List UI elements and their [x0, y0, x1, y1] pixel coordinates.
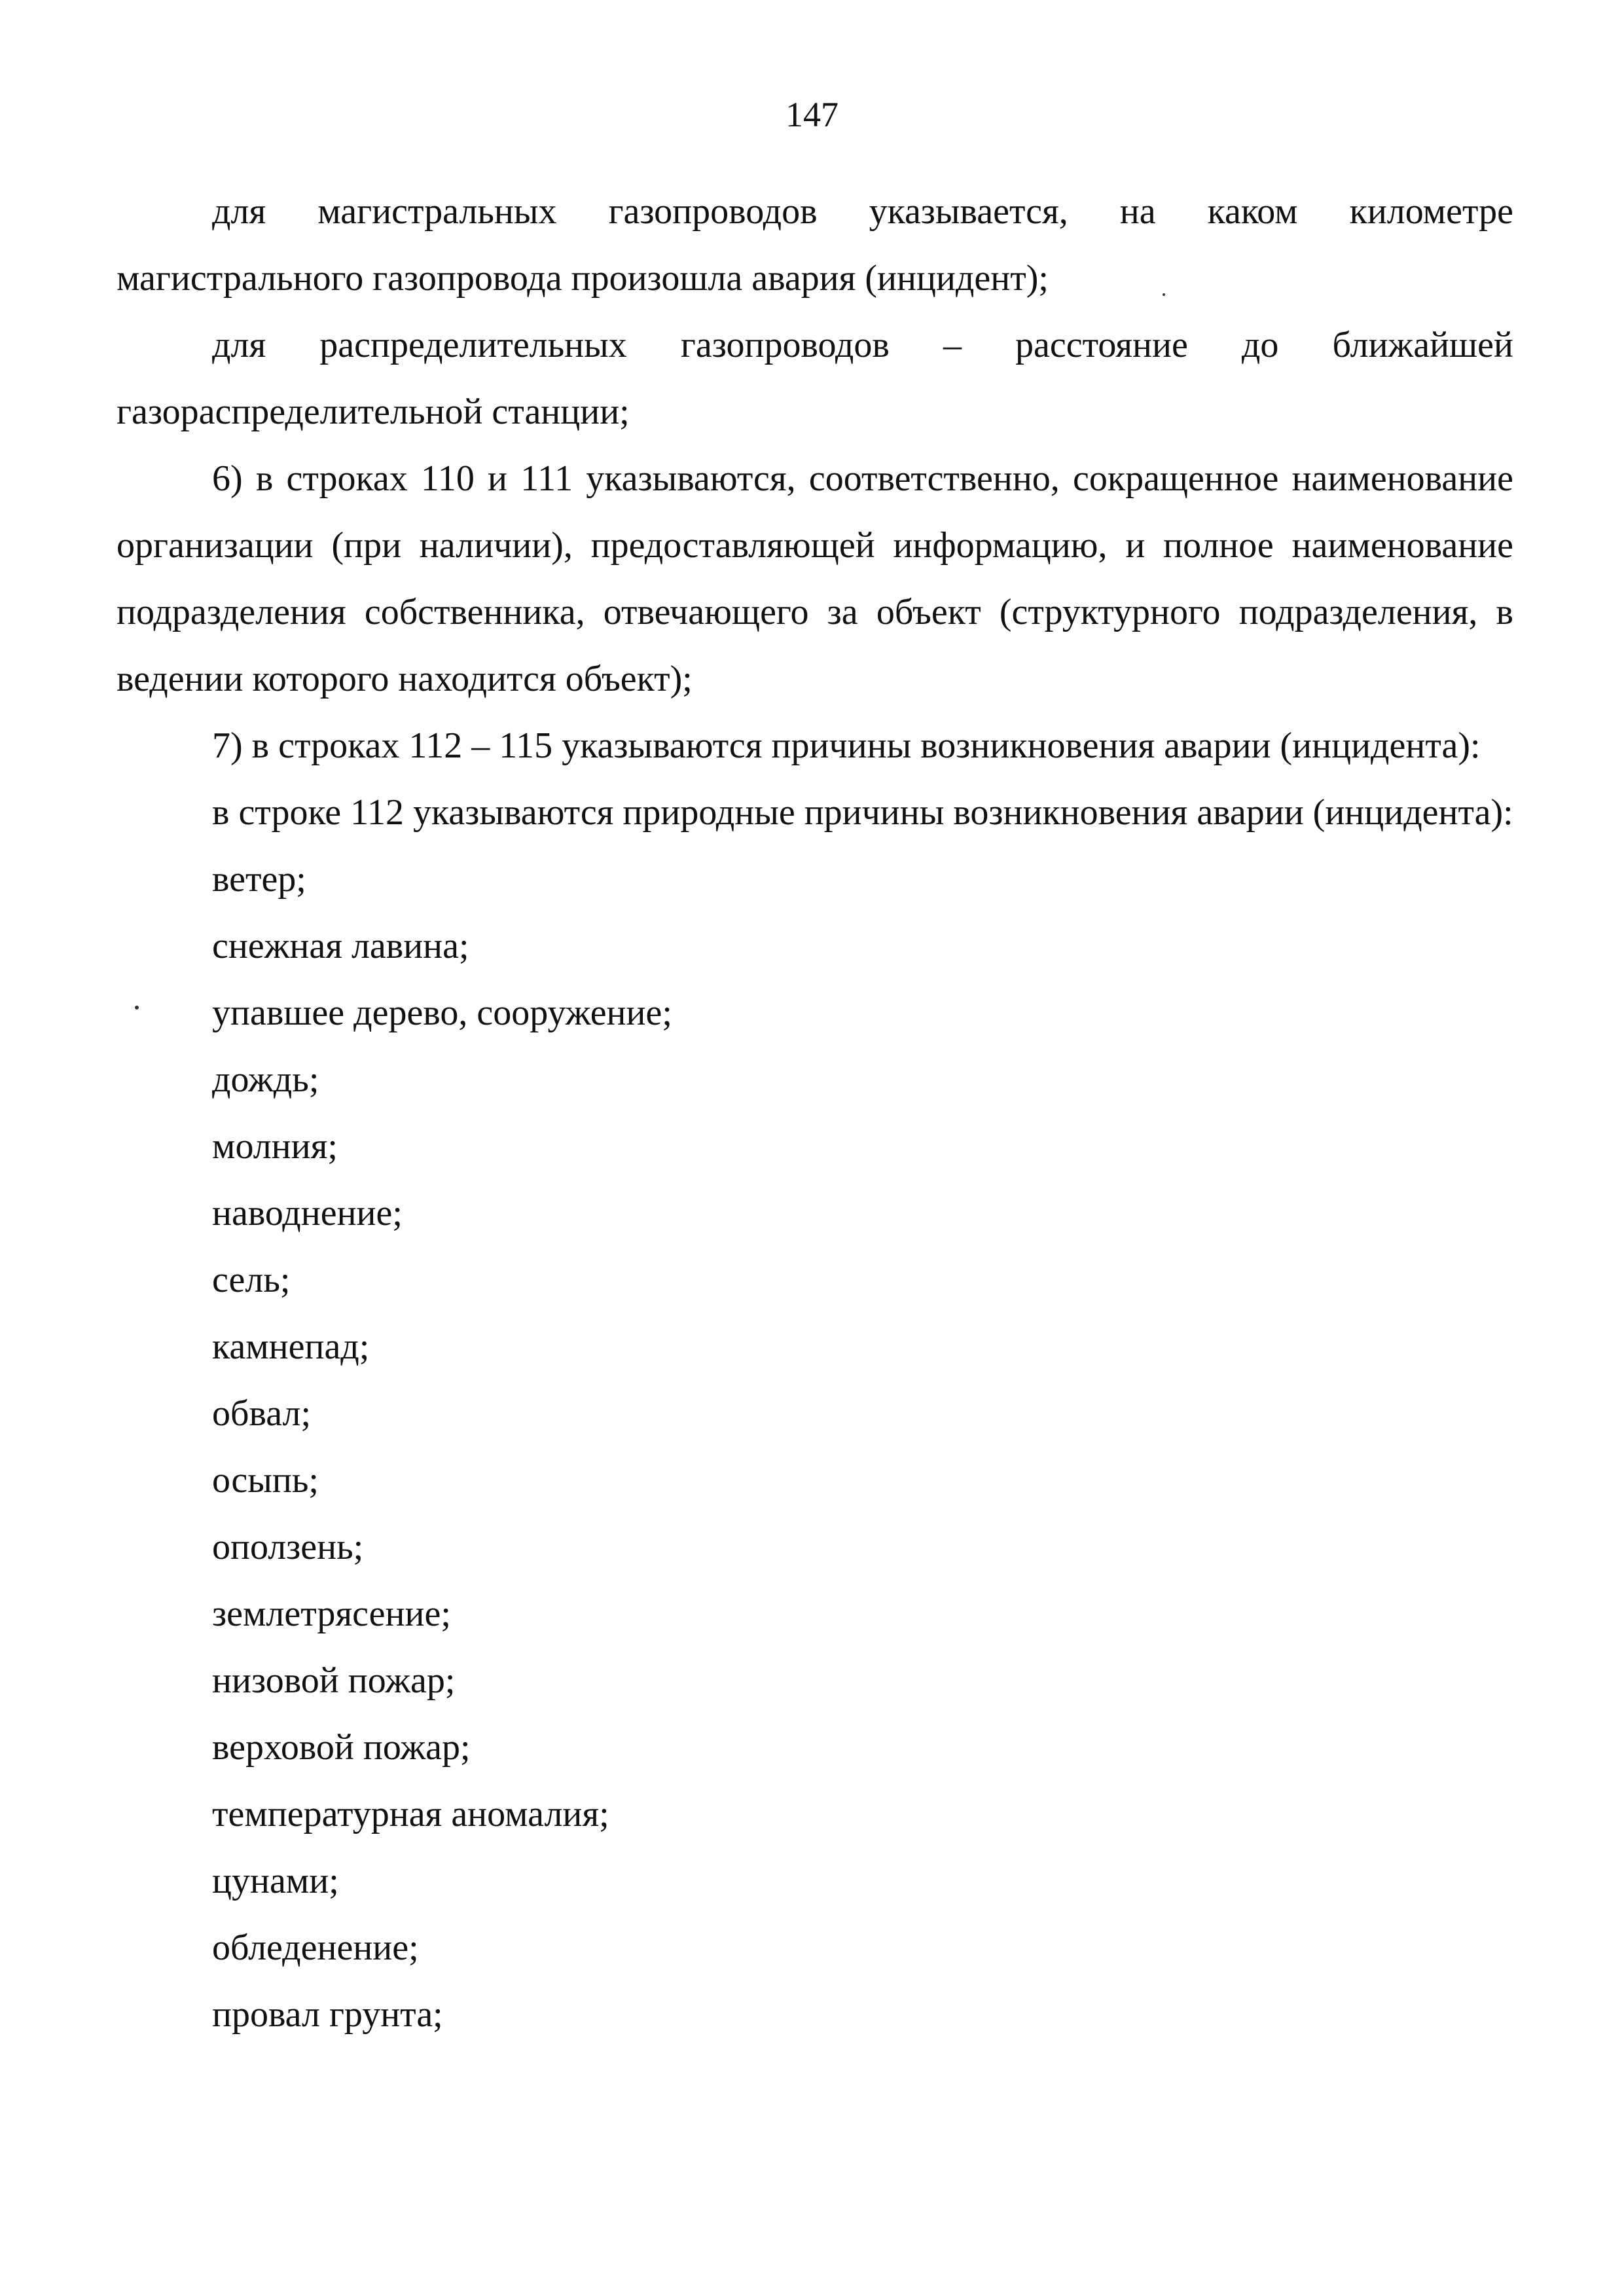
paragraph-item-7: 7) в строках 112 – 115 указываются причины возникновения аварии (инцидента): — [212, 725, 1481, 766]
list-item: упавшее дерево, сооружение; — [212, 993, 672, 1033]
list-item: снежная лавина; — [212, 926, 469, 966]
scan-speck — [135, 1006, 139, 1010]
list-item: дождь; — [212, 1059, 319, 1100]
paragraph-distribution-pipelines: для распределительных газопроводов – расстояние до ближайшей газораспределительной станции; — [117, 325, 1513, 432]
scan-speck — [1163, 293, 1165, 296]
list-item: низовой пожар; — [212, 1660, 456, 1701]
natural-causes-list — [117, 846, 1513, 2048]
list-item: обвал; — [212, 1393, 312, 1434]
list-item: провал грунта; — [212, 1994, 443, 2035]
list-item: оползень; — [212, 1527, 364, 1567]
list-item: температурная аномалия; — [212, 1794, 609, 1834]
paragraph-trunk-pipelines: для магистральных газопроводов указывается, на каком километре магистрального газопровода произошла авария (инцидент); — [117, 191, 1513, 299]
list-item: молния; — [212, 1126, 338, 1167]
paragraph-line-112: в строке 112 указываются природные причины возникновения аварии (инцидента): — [212, 792, 1513, 833]
list-item: ветер; — [212, 859, 306, 900]
list-item: наводнение; — [212, 1193, 403, 1233]
list-item: обледенение; — [212, 1927, 419, 1968]
document-body — [117, 178, 1513, 2048]
list-item: землетрясение; — [212, 1594, 451, 1634]
list-item: верховой пожар; — [212, 1727, 471, 1768]
page-number: 147 — [785, 95, 839, 134]
list-item: цунами; — [212, 1861, 339, 1901]
list-item: сель; — [212, 1260, 291, 1300]
list-item: камнепад; — [212, 1326, 370, 1367]
paragraph-item-6: 6) в строках 110 и 111 указываются, соответственно, сокращенное наименование организации (при наличии), предоставляющей информацию, и полное наименование подразделения собственника, отвечающего за объект (структурного подразделения, в ведении которого находится объект); — [117, 458, 1513, 699]
list-item: осыпь; — [212, 1460, 319, 1501]
